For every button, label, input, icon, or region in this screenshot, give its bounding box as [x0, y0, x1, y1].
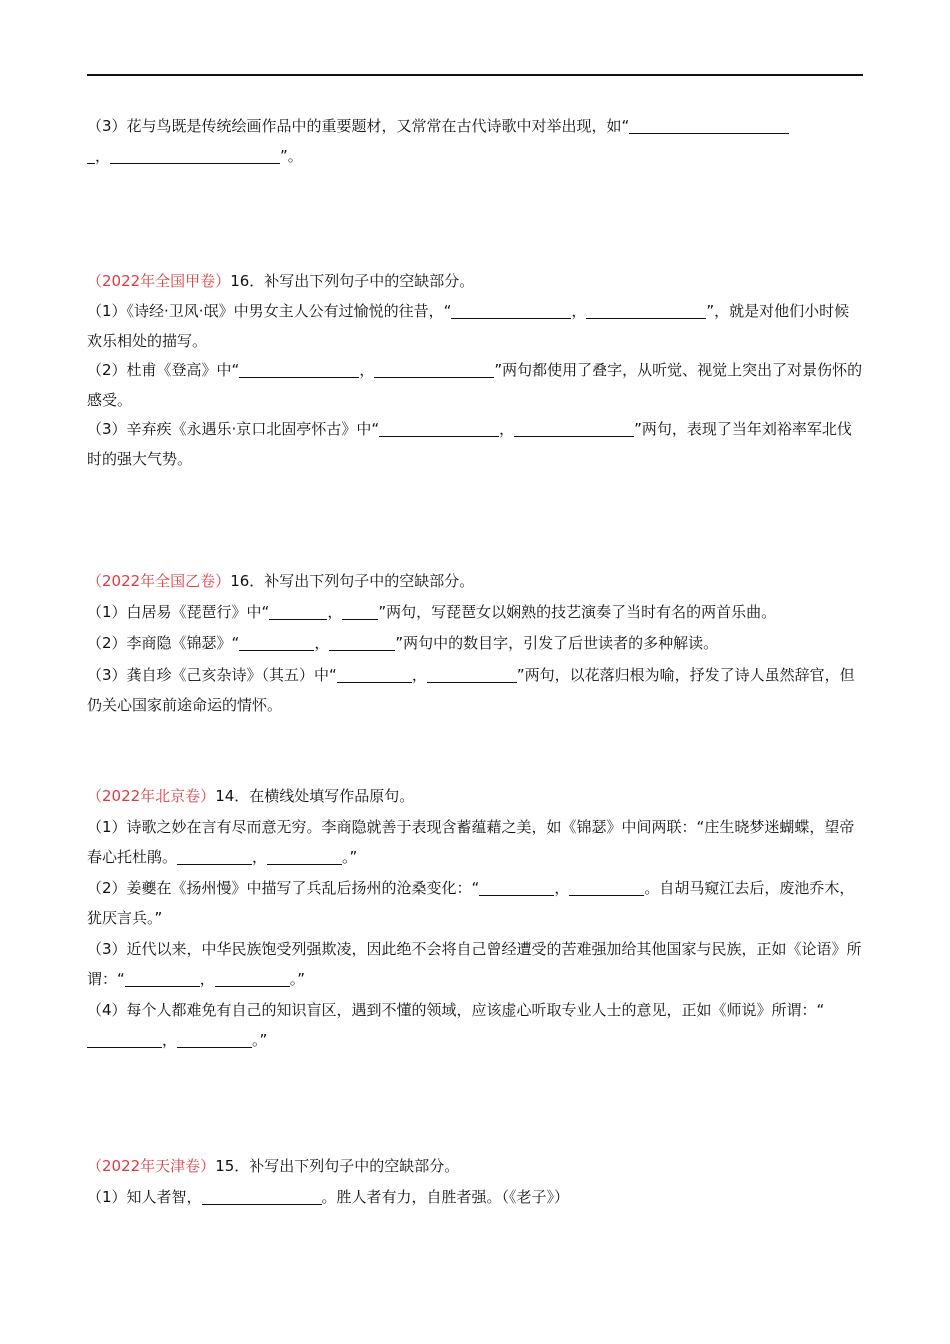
fill-blank[interactable]	[87, 1030, 162, 1048]
question-title: 16．补写出下列句子中的空缺部分。	[230, 272, 475, 290]
question-item: （3）近代以来，中华民族饱受列强欺凌，因此绝不会将自己曾经遭受的苦难强加给其他国家与民族，正如《论语》所谓：“ ， 。”	[87, 940, 862, 988]
fill-blank[interactable]	[329, 633, 395, 651]
question-item: （2）姜夔在《扬州慢》中描写了兵乱后扬州的沧桑变化：“ ， 。自胡马窥江去后，废池乔木，犹厌言兵。”	[87, 879, 855, 927]
question-item: （3）花与鸟既是传统绘画作品中的重要题材，又常常在古代诗歌中对举出现，如“ ， ”。	[87, 111, 863, 171]
fill-blank[interactable]	[379, 419, 499, 437]
exam-source: （2022年天津卷）	[87, 1157, 216, 1175]
fill-blank[interactable]	[239, 633, 314, 651]
exam-source: （2022年全国甲卷）	[87, 272, 231, 290]
question-title: 16．补写出下列句子中的空缺部分。	[230, 572, 475, 590]
question-heading	[87, 566, 863, 596]
fill-blank[interactable]	[374, 360, 494, 378]
question-item: （3）龚自珍《己亥杂诗》（其五）中“ ， ”两句，以花落归根为喻，抒发了诗人虽然辞官，但仍关心国家前途命运的情怀。	[87, 666, 855, 714]
question-heading	[87, 781, 863, 811]
exam-source: （2022年全国乙卷）	[87, 572, 231, 590]
fill-blank[interactable]	[451, 301, 571, 319]
fill-blank[interactable]	[177, 847, 252, 865]
fill-blank[interactable]	[177, 1030, 252, 1048]
fill-blank[interactable]	[342, 602, 378, 620]
question-item: （4）每个人都难免有自己的知识盲区，遇到不懂的领域，应该虚心听取专业人士的意见，正如《师说》所谓：“， 。”	[87, 1001, 825, 1049]
fill-blank[interactable]	[629, 116, 789, 134]
question-item: （3）辛弃疾《永遇乐·京口北固亭怀古》中“ ， ”两句，表现了当年刘裕率军北伐时的强大气势。	[87, 420, 852, 468]
question-item: （1）白居易《琵琶行》中“ ， ”两句，写琵琶女以娴熟的技艺演奏了当时有名的两首乐曲。	[87, 603, 777, 621]
fill-blank[interactable]	[110, 146, 280, 164]
fill-blank[interactable]	[267, 847, 342, 865]
fill-blank[interactable]	[87, 146, 95, 164]
fill-blank[interactable]	[427, 665, 517, 683]
question-item: （1）诗歌之妙在言有尽而意无穷。李商隐就善于表现含蓄蕴藉之美，如《锦瑟》中间两联：“庄生晓梦迷蝴蝶，望帝春心托杜鹃。 ， 。”	[87, 818, 855, 866]
question-item: （2）李商隐《锦瑟》“ ， ”两句中的数目字，引发了后世读者的多种解读。	[87, 634, 719, 652]
exam-source: （2022年北京卷）	[87, 787, 216, 805]
fill-blank[interactable]	[514, 419, 634, 437]
question-item: （1）知人者智， 。胜人者有力，自胜者强。（《老子》）	[87, 1188, 570, 1206]
fill-blank[interactable]	[202, 1187, 322, 1205]
fill-blank[interactable]	[479, 878, 554, 896]
fill-blank[interactable]	[569, 878, 644, 896]
header-rule	[87, 74, 863, 76]
fill-blank[interactable]	[125, 969, 200, 987]
fill-blank[interactable]	[239, 360, 359, 378]
question-item: （2）杜甫《登高》中“ ， ”两句都使用了叠字，从听觉、视觉上突出了对景伤怀的感受。	[87, 361, 863, 409]
question-heading	[87, 266, 863, 296]
question-heading	[87, 1151, 863, 1181]
fill-blank[interactable]	[337, 665, 412, 683]
question-item: （1）《诗经·卫风·氓》中男女主人公有过愉悦的往昔，“ ， ”，就是对他们小时候欢乐相处的描写。	[87, 302, 850, 350]
fill-blank[interactable]	[215, 969, 290, 987]
question-title: 14．在横线处填写作品原句。	[215, 787, 415, 805]
question-title: 15．补写出下列句子中的空缺部分。	[215, 1157, 460, 1175]
fill-blank[interactable]	[269, 602, 327, 620]
fill-blank[interactable]	[586, 301, 706, 319]
